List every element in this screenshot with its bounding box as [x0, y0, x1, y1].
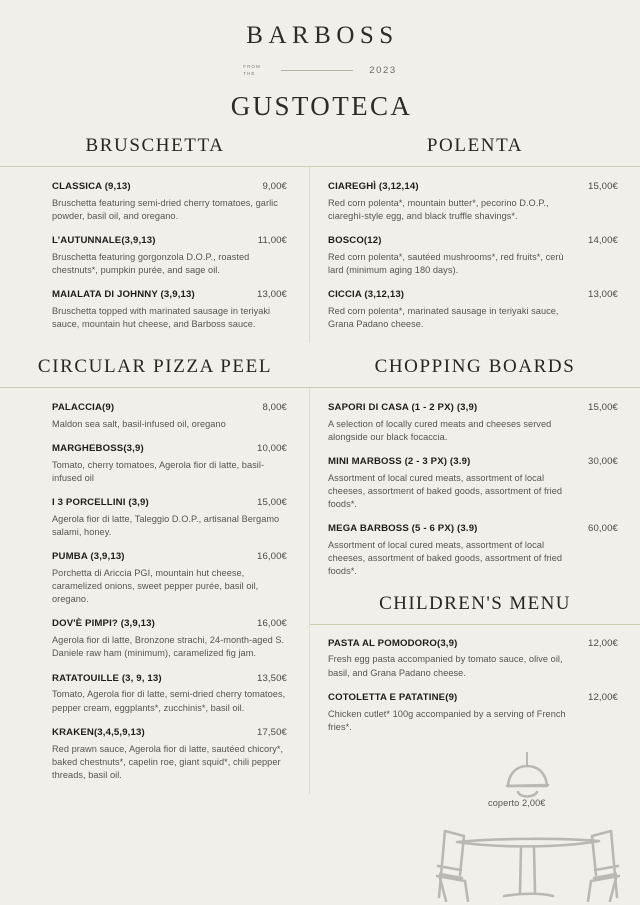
- menu-item-price: 30,00€: [588, 456, 618, 468]
- section-title-chopping-boards: CHOPPING BOARDS: [374, 356, 576, 378]
- masthead-divider-line: [281, 70, 353, 71]
- menu-item[interactable]: [52, 235, 287, 277]
- menu-item-name: MAIALATA DI JOHNNY (3,9,13): [52, 289, 195, 301]
- menu-item-header: [52, 673, 287, 686]
- menu-item-description: Agerola fior di latte, Taleggio D.O.P., artisanal Bergamo salami, honey.: [52, 514, 280, 538]
- column-chopping-boards: [310, 388, 640, 794]
- menu-item-price: 60,00€: [588, 523, 618, 535]
- menu-item-name: L’AUTUNNALE(3,9,13): [52, 235, 156, 247]
- menu-item[interactable]: [328, 402, 618, 444]
- menu-item[interactable]: [328, 235, 618, 277]
- section-row-2: [0, 388, 640, 794]
- menu-item[interactable]: [52, 551, 287, 606]
- menu-item-description: Chicken cutlet* 100g accompanied by a serving of French fries*.: [328, 708, 566, 732]
- menu-item-price: 10,00€: [257, 443, 287, 455]
- menu-item-price: 14,00€: [588, 235, 618, 247]
- established-row: [0, 64, 640, 77]
- menu-item-description: Agerola fior di latte, Bronzone strachi, 24-month-aged S. Daniele raw ham (minimum), caramelized fig jam.: [52, 635, 285, 659]
- column-childrens-menu: [310, 625, 640, 734]
- column-polenta: [310, 167, 640, 343]
- menu-item-header: [328, 402, 618, 415]
- established-year: 2023: [369, 65, 397, 77]
- menu-item[interactable]: [328, 181, 618, 223]
- menu-item-name: I 3 PORCELLINI (3,9): [52, 497, 149, 509]
- menu-item-price: 11,00€: [257, 235, 287, 247]
- menu-item-description: Red prawn sauce, Agerola fior di latte, sautéed chicory*, baked chestnuts*, capelin roe, giant squid*, chili pepper threads, basil oil.: [52, 743, 284, 780]
- section-title-childrens-menu: CHILDREN'S MENU: [379, 592, 571, 614]
- menu-item-price: 15,00€: [588, 402, 618, 414]
- menu-item-name: KRAKEN(3,4,5,9,13): [52, 726, 145, 738]
- menu-item[interactable]: [328, 456, 618, 511]
- section-title-bruschetta: BRUSCHETTA: [85, 135, 225, 157]
- page-title: GUSTOTECA: [230, 91, 413, 122]
- menu-item-price: 8,00€: [262, 402, 287, 414]
- menu-item-name: DOV'È PIMPI? (3,9,13): [52, 618, 155, 630]
- menu-item-header: [52, 551, 287, 564]
- menu-item-description: Maldon sea salt, basil-infused oil, oregano: [52, 419, 226, 430]
- menu-item-price: 13,00€: [588, 289, 618, 301]
- menu-item-description: Tomato, Agerola fior di latte, semi-dried cherry tomatoes, pepper cream, eggplants*, zucchinis*, basil oil.: [52, 689, 286, 713]
- section-heading-row-1: [0, 135, 640, 166]
- menu-item-header: [328, 692, 618, 705]
- masthead: [0, 0, 640, 122]
- menu-item-description: Bruschetta topped with marinated sausage in teriyaki sauce, mountain hut cheese, and Barboss sauce.: [52, 306, 271, 330]
- section-childrens-menu: [310, 593, 640, 734]
- menu-item-name: CLASSICA (9,13): [52, 181, 131, 193]
- menu-item-name: SAPORI DI CASA (1 - 2 PX) (3,9): [328, 402, 478, 414]
- table-and-chairs-sketch-icon: [428, 752, 628, 902]
- brand-title: BARBOSS: [246, 22, 399, 49]
- menu-item-name: PUMBA (3,9,13): [52, 551, 125, 563]
- menu-item[interactable]: [52, 727, 287, 782]
- menu-item-description: Porchetta di Ariccia PGI, mountain hut cheese, caramelized onions, sweet pepper purée, basil oil, oregano.: [52, 568, 259, 605]
- menu-item-description: Red corn polenta*, marinated sausage in teriyaki sauce, Grana Padano cheese.: [328, 306, 559, 330]
- menu-item-header: [52, 727, 287, 740]
- section-title-circular-pizza-peel: CIRCULAR PIZZA PEEL: [37, 356, 273, 378]
- section-heading-row-2: [0, 356, 640, 387]
- menu-item-price: 9,00€: [262, 181, 287, 193]
- menu-item-name: CICCIA (3,12,13): [328, 289, 405, 301]
- menu-item-description: Tomato, cherry tomatoes, Agerola fior di latte, basil-infused oil: [52, 460, 265, 484]
- menu-item-price: 16,00€: [257, 618, 287, 630]
- menu-item-header: [52, 402, 287, 415]
- menu-item-name: MINI MARBOSS (2 - 3 PX) (3.9): [328, 456, 471, 468]
- menu-item-description: Assortment of local cured meats, assortment of local cheeses, assortment of baked goods, assortment of fried foods*.: [328, 540, 563, 577]
- section-row-1: [0, 167, 640, 343]
- menu-item-name: CIAREGHÌ (3,12,14): [328, 181, 419, 193]
- menu-item-price: 16,00€: [257, 551, 287, 563]
- menu-item-description: Bruschetta featuring gorgonzola D.O.P., roasted chestnuts*, pumpkin purée, and sage oil.: [52, 252, 250, 276]
- menu-item-header: [328, 289, 618, 302]
- menu-item-price: 13,50€: [257, 672, 287, 684]
- menu-item[interactable]: [328, 289, 618, 331]
- menu-item-price: 15,00€: [588, 181, 618, 193]
- menu-item-header: [52, 181, 287, 194]
- menu-item-description: Red corn polenta*, mountain butter*, pecorino D.O.P., ciareghì-style egg, and black truffle shavings*.: [328, 197, 549, 222]
- menu-item-description: Bruschetta featuring semi-dried cherry tomatoes, garlic powder, basil oil, and oregano.: [52, 197, 278, 222]
- menu-item-header: [328, 523, 618, 536]
- menu-item-price: 12,00€: [588, 691, 618, 703]
- menu-item[interactable]: [328, 638, 618, 680]
- menu-item-price: 13,00€: [257, 289, 287, 301]
- menu-item[interactable]: [52, 497, 287, 539]
- menu-item-header: [328, 181, 618, 194]
- menu-item[interactable]: [52, 402, 287, 431]
- menu-item-price: 12,00€: [588, 637, 618, 649]
- menu-item-description: A selection of locally cured meats and cheeses served alongside our black focaccia.: [328, 419, 552, 443]
- coperto-note: coperto 2,00€: [488, 798, 546, 808]
- menu-item[interactable]: [328, 692, 618, 734]
- menu-item-description: Fresh egg pasta accompanied by tomato sauce, olive oil, basil, and Grana Padano cheese.: [328, 654, 563, 678]
- menu-item[interactable]: [52, 673, 287, 715]
- menu-item-price: 17,50€: [257, 726, 287, 738]
- column-bruschetta: [0, 167, 310, 343]
- menu-item-description: Assortment of local cured meats, assortment of local cheeses, assortment of baked goods, assortment of fried foods*.: [328, 473, 563, 510]
- menu-item-header: [328, 638, 618, 651]
- menu-item-description: Red corn polenta*, sautéed mushrooms*, red fruits*, cerù lard (minimum aging 180 days).: [328, 252, 564, 276]
- menu-item[interactable]: [52, 443, 287, 485]
- menu-item-name: PALACCIA(9): [52, 402, 115, 414]
- section-title-polenta: POLENTA: [426, 135, 524, 157]
- menu-item-header: [52, 497, 287, 510]
- menu-item[interactable]: [328, 523, 618, 578]
- menu-item-name: BOSCO(12): [328, 235, 382, 247]
- menu-item[interactable]: [52, 289, 287, 331]
- menu-item-header: [328, 456, 618, 469]
- menu-item-header: [52, 443, 287, 456]
- menu-item[interactable]: [52, 181, 287, 223]
- menu-item-name: RATATOUILLE (3, 9, 13): [52, 672, 162, 684]
- menu-item-price: 15,00€: [257, 497, 287, 509]
- menu-item-name: PASTA AL POMODORO(3,9): [328, 637, 458, 649]
- column-circular-pizza-peel: [0, 388, 310, 794]
- from-the-label: FROM THE: [243, 64, 261, 76]
- menu-item-header: [52, 618, 287, 631]
- menu-item-header: [328, 235, 618, 248]
- menu-item-name: MARGHEBOSS(3,9): [52, 443, 144, 455]
- menu-item-name: COTOLETTA E PATATINE(9): [328, 691, 458, 703]
- menu-item-header: [52, 289, 287, 302]
- menu-item[interactable]: [52, 618, 287, 660]
- menu-item-name: MEGA BARBOSS (5 - 6 PX) (3.9): [328, 523, 478, 535]
- menu-item-header: [52, 235, 287, 248]
